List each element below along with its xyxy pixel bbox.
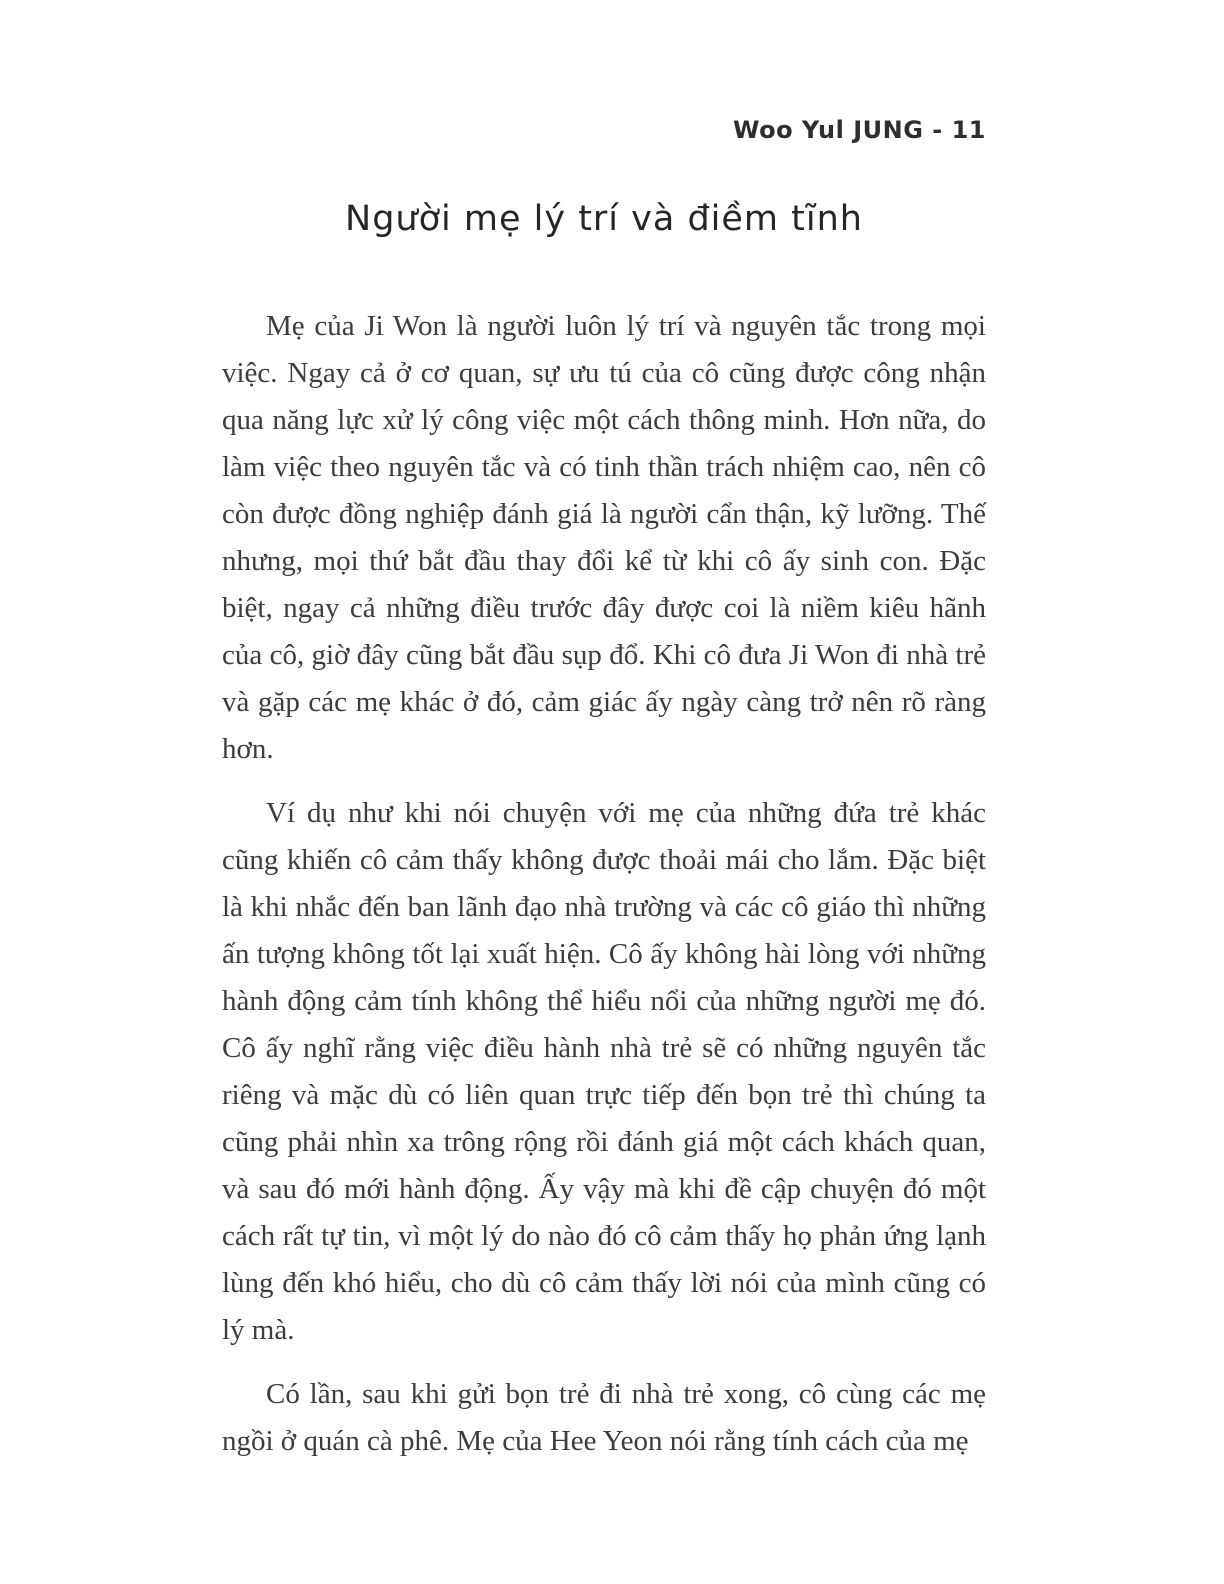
page-header-running-head: Woo Yul JUNG - 11: [732, 116, 986, 144]
paragraph: Mẹ của Ji Won là người luôn lý trí và nguyên tắc trong mọi việc. Ngay cả ở cơ quan, sự ưu tú của cô cũng được công nhận qua năng lực xử lý công việc một cách thông minh. Hơn nữa, do làm việc theo nguyên tắc và có tinh thần trách nhiệm cao, nên cô còn được đồng nghiệp đánh giá là người cẩn thận, kỹ lưỡng. Thế nhưng, mọi thứ bắt đầu thay đổi kể từ khi cô ấy sinh con. Đặc biệt, ngay cả những điều trước đây được coi là niềm kiêu hãnh của cô, giờ đây cũng bắt đầu sụp đổ. Khi cô đưa Ji Won đi nhà trẻ và gặp các mẹ khác ở đó, cảm giác ấy ngày càng trở nên rõ ràng hơn.: [222, 310, 986, 765]
paragraph: Ví dụ như khi nói chuyện với mẹ của những đứa trẻ khác cũng khiến cô cảm thấy không được thoải mái cho lắm. Đặc biệt là khi nhắc đến ban lãnh đạo nhà trường và các cô giáo thì những ấn tượng không tốt lại xuất hiện. Cô ấy không hài lòng với những hành động cảm tính không thể hiểu nổi của những người mẹ đó. Cô ấy nghĩ rằng việc điều hành nhà trẻ sẽ có những nguyên tắc riêng và mặc dù có liên quan trực tiếp đến bọn trẻ thì chúng ta cũng phải nhìn xa trông rộng rồi đánh giá một cách khách quan, và sau đó mới hành động. Ấy vậy mà khi đề cập chuyện đó một cách rất tự tin, vì một lý do nào đó cô cảm thấy họ phản ứng lạnh lùng đến khó hiểu, cho dù cô cảm thấy lời nói của mình cũng có lý mà.: [222, 797, 986, 1346]
body-text-block: [222, 303, 986, 1465]
paragraph: Có lần, sau khi gửi bọn trẻ đi nhà trẻ xong, cô cùng các mẹ ngồi ở quán cà phê. Mẹ của Hee Yeon nói rằng tính cách của mẹ: [222, 1378, 986, 1457]
chapter-title: Người mẹ lý trí và điềm tĩnh: [345, 199, 863, 239]
